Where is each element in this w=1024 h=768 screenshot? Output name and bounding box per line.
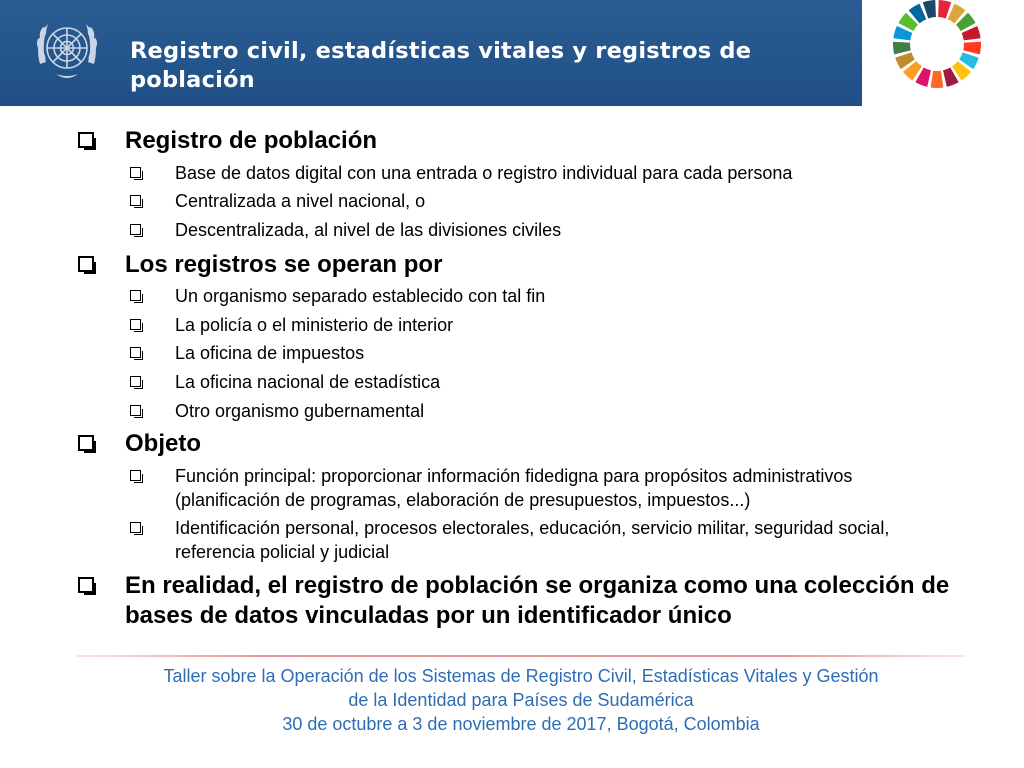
list-item	[130, 284, 935, 308]
section-heading	[78, 571, 1005, 631]
section-heading	[78, 126, 1005, 156]
section-heading-text: En realidad, el registro de población se organiza como una colección de bases de datos vinculadas por un identificador único	[125, 572, 950, 629]
section-heading-text: Registro de población	[125, 127, 378, 154]
checkbox-bullet-icon	[130, 347, 141, 358]
section-heading	[78, 250, 1005, 280]
checkbox-bullet-icon	[130, 405, 141, 416]
sdg-wheel-icon	[874, 0, 1000, 106]
sdg-wheel-segment	[938, 0, 951, 18]
page-title: Registro civil, estadísticas vitales y registros de población	[130, 38, 752, 93]
list-item-text: Centralizada a nivel nacional, o	[175, 191, 426, 211]
sdg-wheel-segment	[931, 71, 944, 88]
checkbox-bullet-icon	[130, 376, 141, 387]
list-item	[130, 341, 935, 365]
checkbox-bullet-icon	[78, 435, 94, 451]
list-item-text: Identificación personal, procesos electorales, educación, servicio militar, seguridad social, referencia policial y judicial	[175, 518, 890, 562]
section-heading-text: Objeto	[125, 430, 201, 457]
footer	[76, 664, 966, 736]
checkbox-bullet-icon	[130, 167, 141, 178]
footer-line-1: Taller sobre la Operación de los Sistemas de Registro Civil, Estadísticas Vitales y Gestión	[163, 666, 879, 686]
checkbox-bullet-icon	[130, 470, 141, 481]
list-item	[130, 399, 935, 423]
sdg-wheel-segment	[893, 42, 911, 55]
sdg-wheel-segment	[963, 42, 981, 55]
un-emblem-icon	[30, 14, 104, 90]
header-banner	[0, 0, 862, 106]
list-item	[130, 161, 935, 185]
list-item	[130, 313, 935, 337]
checkbox-bullet-icon	[78, 577, 94, 593]
list-item-text: Base de datos digital con una entrada o registro individual para cada persona	[175, 163, 793, 183]
checkbox-bullet-icon	[130, 224, 141, 235]
footer-line-3: 30 de octubre a 3 de noviembre de 2017, Bogotá, Colombia	[282, 714, 760, 734]
list-item-text: Función principal: proporcionar información fidedigna para propósitos administrativos (planificación de programas, elaboración de presupuestos, impuestos...)	[175, 466, 853, 510]
list-item-text: Descentralizada, al nivel de las divisiones civiles	[175, 220, 562, 240]
checkbox-bullet-icon	[130, 522, 141, 533]
sdg-wheel-segment	[923, 0, 936, 18]
list-item-text: Un organismo separado establecido con tal fin	[175, 286, 546, 306]
list-item	[130, 370, 935, 394]
list-item-text: La oficina de impuestos	[175, 343, 365, 363]
list-item-text: La policía o el ministerio de interior	[175, 315, 454, 335]
footer-divider	[76, 655, 966, 657]
list-item-text: Otro organismo gubernamental	[175, 401, 425, 421]
checkbox-bullet-icon	[130, 319, 141, 330]
list-item	[130, 464, 935, 512]
section-heading	[78, 429, 1005, 459]
list-item	[130, 189, 935, 213]
section-heading-text: Los registros se operan por	[125, 251, 443, 278]
list-item	[130, 218, 935, 242]
checkbox-bullet-icon	[130, 290, 141, 301]
list-item	[130, 516, 935, 564]
footer-line-2: de la Identidad para Países de Sudamérica	[348, 690, 694, 710]
checkbox-bullet-icon	[78, 132, 94, 148]
checkbox-bullet-icon	[130, 195, 141, 206]
checkbox-bullet-icon	[78, 256, 94, 272]
list-item-text: La oficina nacional de estadística	[175, 372, 441, 392]
